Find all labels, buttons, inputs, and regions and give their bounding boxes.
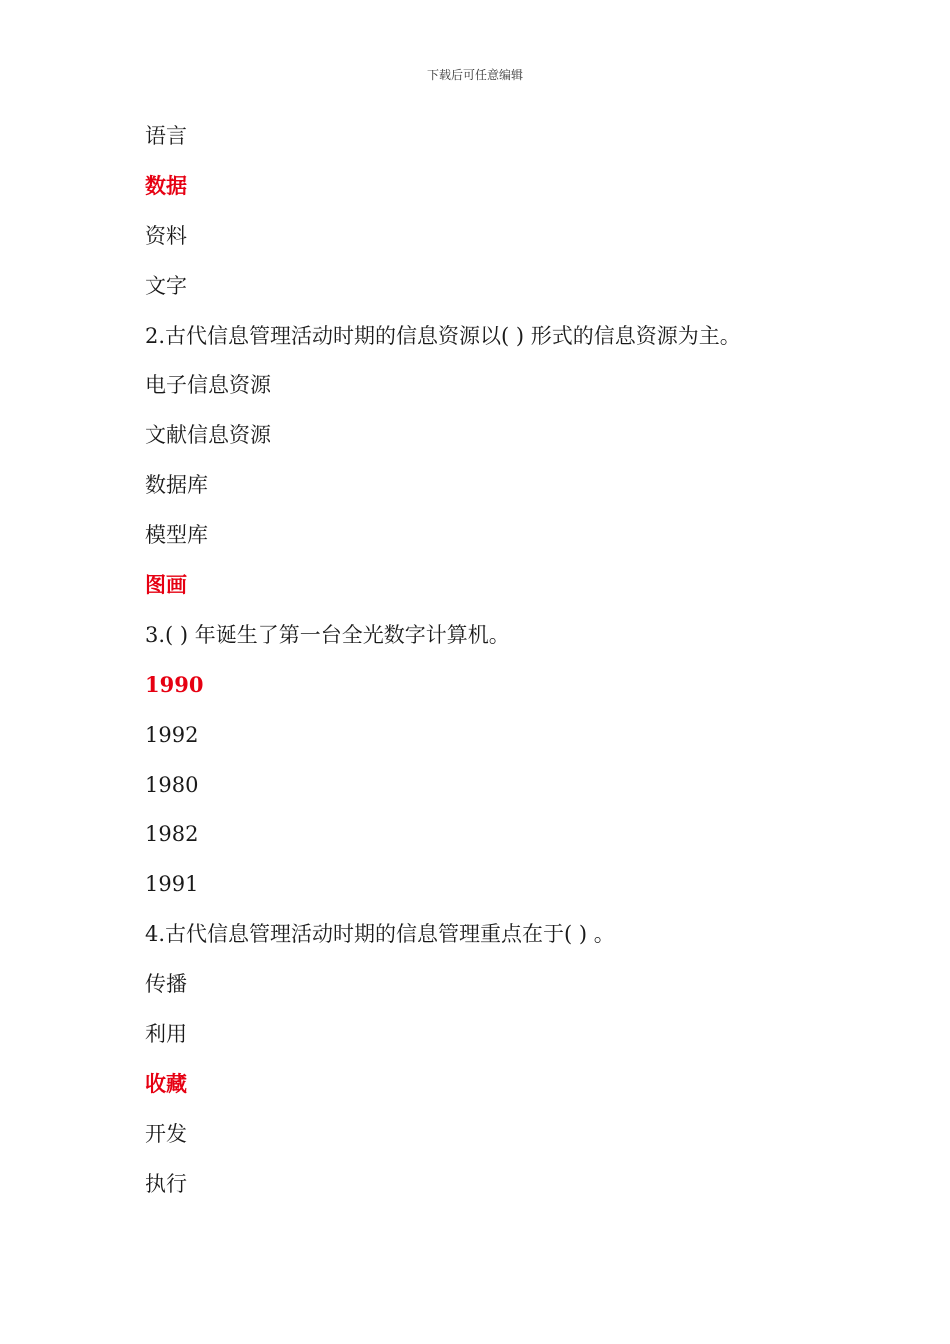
question-text: 2.古代信息管理活动时期的信息资源以( ) 形式的信息资源为主。	[145, 323, 741, 348]
answer-option: 1991	[145, 872, 199, 897]
answer-option: 利用	[145, 1022, 187, 1047]
correct-answer: 1990	[145, 671, 204, 697]
answer-option: 1980	[145, 772, 199, 797]
correct-answer: 图画	[145, 572, 187, 598]
question-text: 4.古代信息管理活动时期的信息管理重点在于( ) 。	[145, 922, 615, 947]
answer-option: 数据库	[145, 473, 208, 498]
answer-option: 电子信息资源	[145, 373, 271, 398]
answer-option: 1992	[145, 722, 199, 747]
page-header: 下载后可任意编辑	[426, 68, 523, 82]
answer-option: 文献信息资源	[145, 423, 271, 448]
correct-answer: 收藏	[145, 1070, 187, 1096]
question-text: 3.( ) 年诞生了第一台全光数字计算机。	[145, 622, 510, 647]
correct-answer: 数据	[145, 172, 187, 198]
document-body	[145, 118, 845, 1216]
answer-option: 1982	[145, 822, 199, 847]
answer-option: 传播	[145, 972, 187, 997]
answer-option: 模型库	[145, 523, 208, 548]
answer-option: 文字	[145, 273, 187, 298]
answer-option: 资料	[145, 223, 187, 248]
answer-option: 执行	[145, 1171, 187, 1196]
answer-option: 语言	[145, 124, 187, 148]
answer-option: 开发	[145, 1121, 187, 1146]
